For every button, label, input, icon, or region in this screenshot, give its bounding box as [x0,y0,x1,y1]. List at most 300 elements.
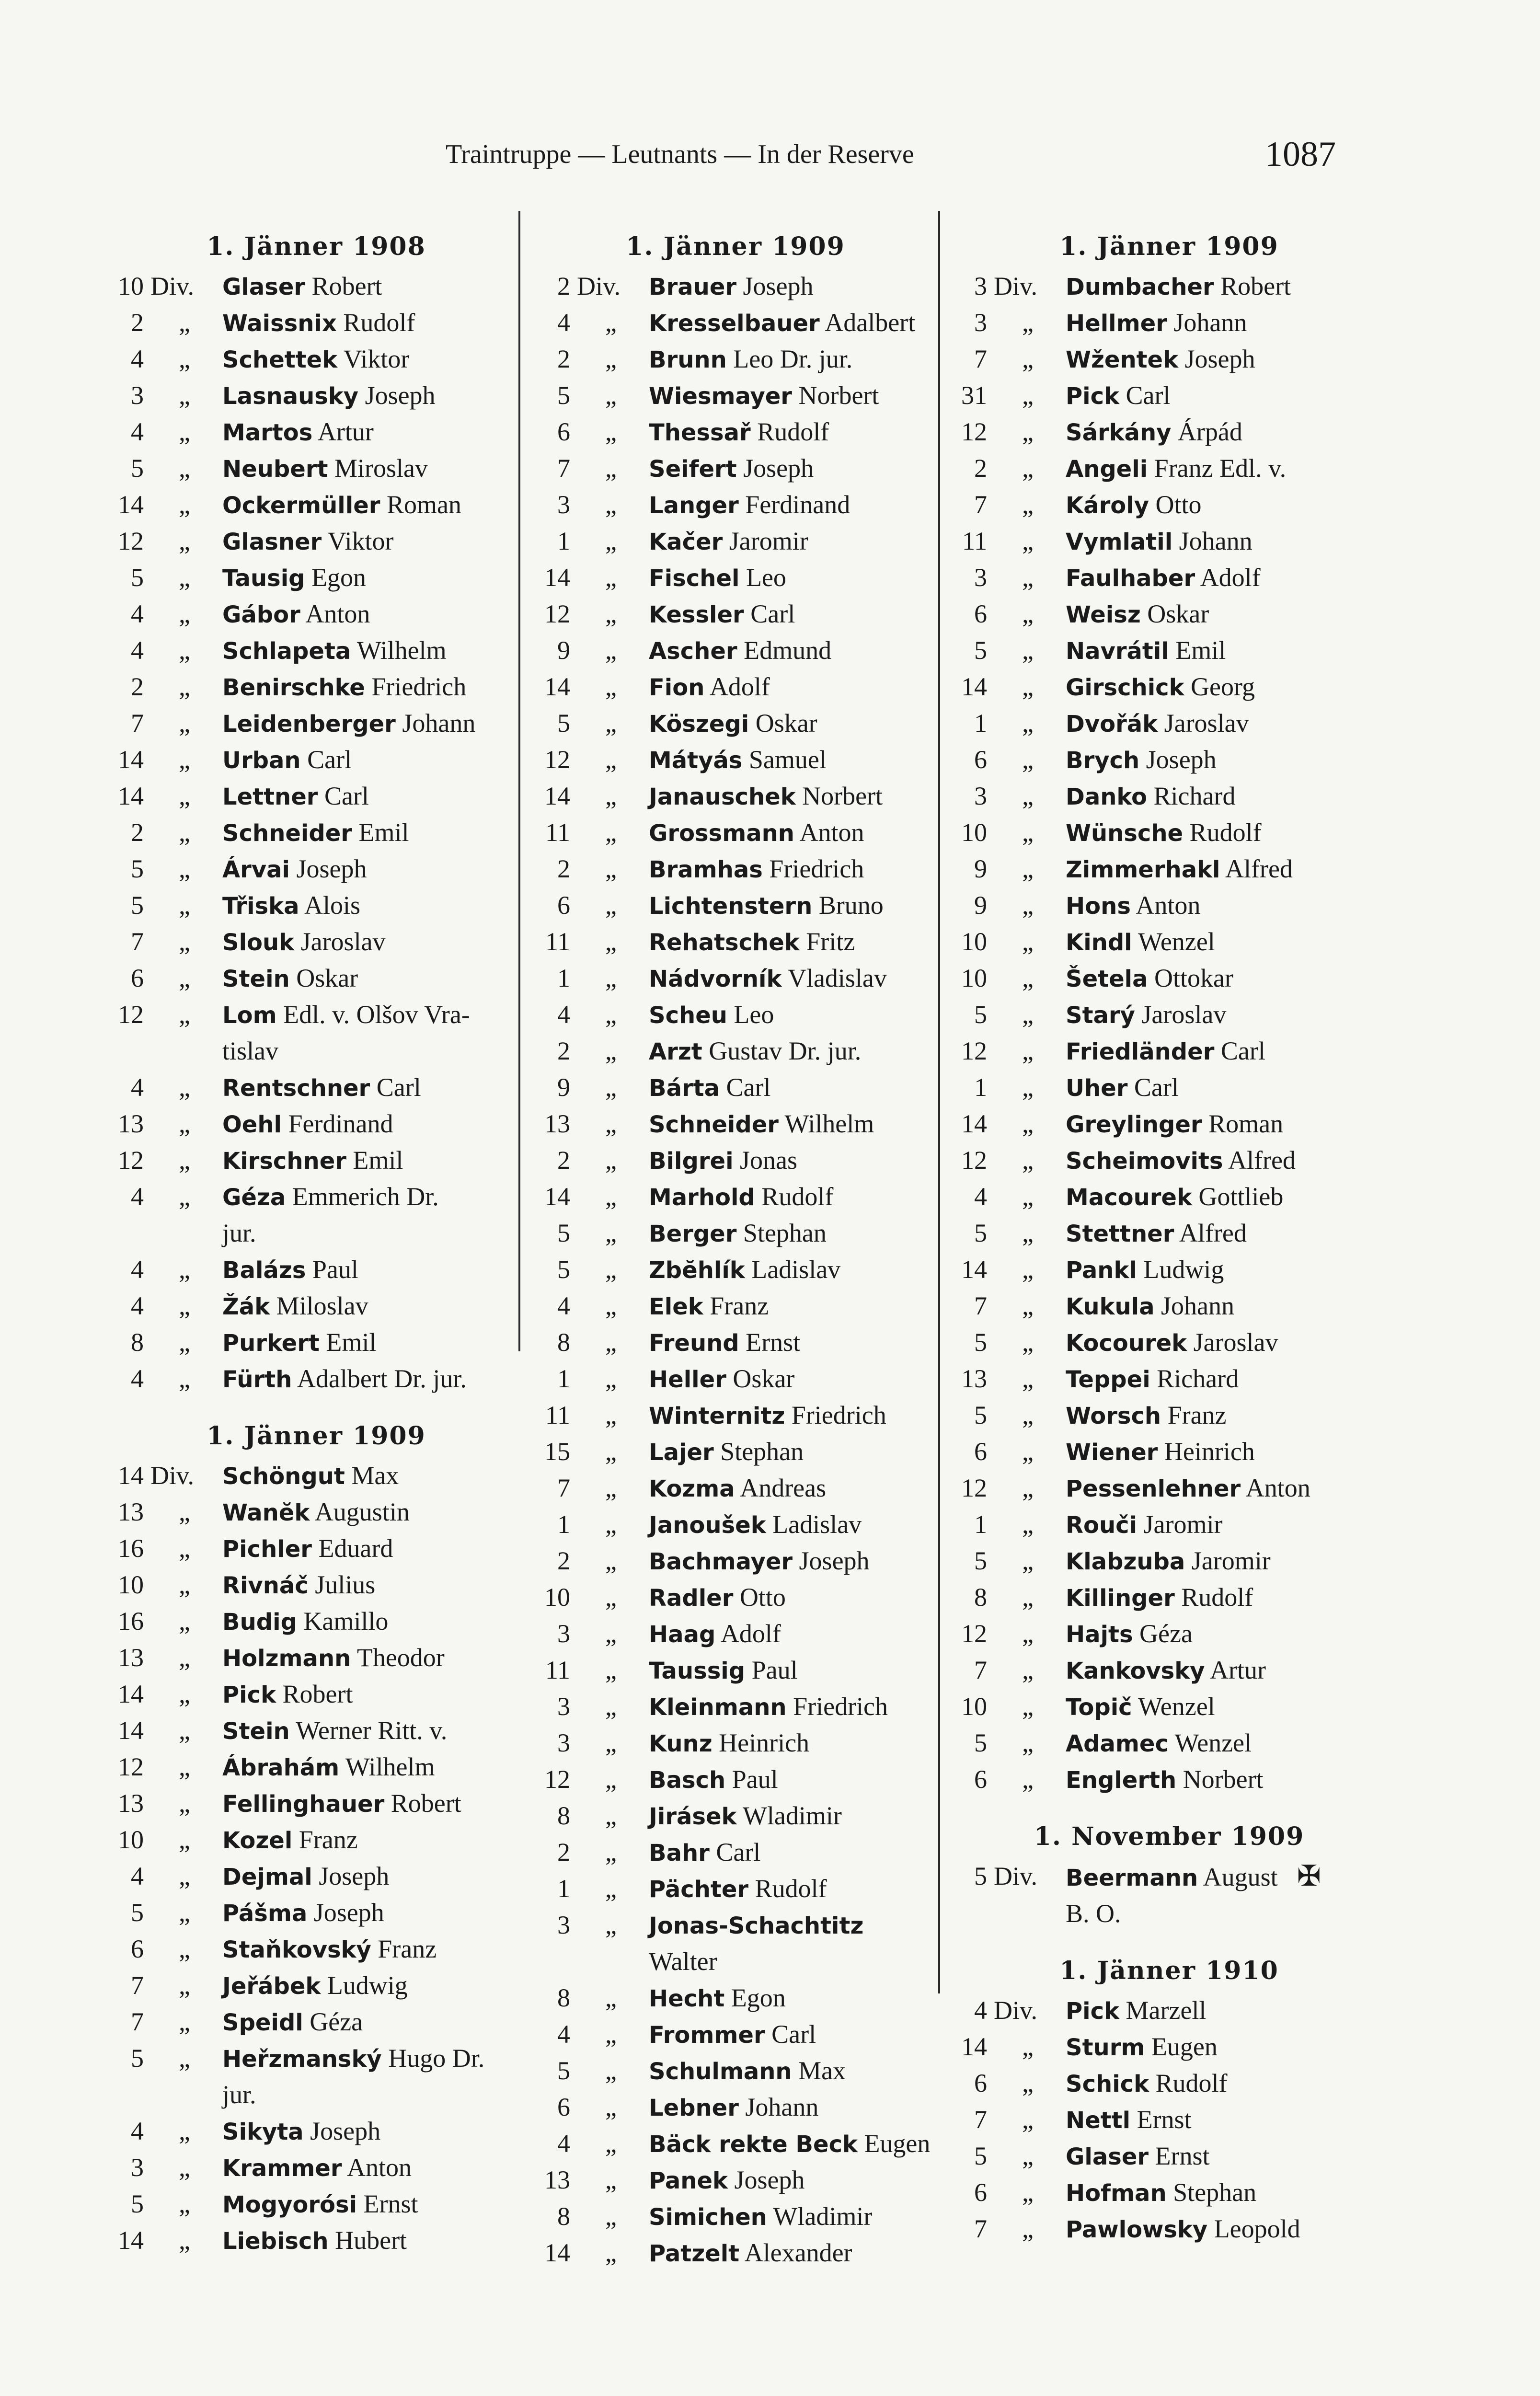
division-label: „ [605,1765,617,1794]
division-label: „ [179,599,190,628]
division-number: 4 [131,636,144,665]
division-number: 3 [974,563,987,592]
division-number: 10 [961,818,987,847]
division-number: 14 [118,490,144,519]
division-number: 4 [131,2117,144,2145]
surname: Rivnáč [222,1572,309,1599]
given-name: Robert [1220,272,1291,300]
division-number: 7 [974,345,987,373]
list-item [110,523,522,560]
surname: Pächter [649,1876,749,1903]
division-number: 6 [974,599,987,628]
officer-name [649,523,934,560]
officer-name [649,1325,934,1361]
officer-name [649,1543,934,1579]
officer-name [1066,1288,1385,1325]
list-item [110,633,522,669]
division-label: „ [605,1911,617,1939]
division-number: 1 [557,527,570,555]
given-name: Norbert [798,381,879,410]
division-number: 7 [974,1656,987,1684]
list-item [537,378,934,414]
surname: Lasnausky [222,383,359,410]
list-item [110,305,522,341]
division-number: 12 [961,417,987,446]
list-item [110,742,522,778]
officer-name [222,669,522,705]
given-name: Carl [771,2020,816,2049]
list-item [110,705,522,742]
division-number: 10 [118,272,144,300]
given-name: Anton [305,599,370,628]
list-item [110,1749,522,1785]
surname: Géza [222,1184,286,1211]
surname: Basch [649,1767,726,1794]
officer-name [649,1798,934,1834]
section-heading: 1. November 1909 [1034,1822,1305,1851]
surname: Berger [649,1221,737,1247]
given-name: Géza [1139,1619,1193,1648]
list-item [954,705,1385,742]
division-label: „ [1022,1474,1034,1502]
list-item [954,560,1385,596]
surname: Třiska [222,893,299,920]
surname: Taussig [649,1658,746,1684]
surname: Glaser [222,274,306,300]
list-item [537,1288,934,1325]
list-item [954,742,1385,778]
division-label: „ [179,1935,190,1963]
list-item [954,815,1385,851]
given-name: Oskar [733,1364,795,1393]
division-number: 6 [557,2093,570,2121]
division-label: „ [1022,1656,1034,1684]
division-number: 10 [118,1825,144,1854]
list-item [110,1179,522,1215]
surname: Langer [649,492,739,519]
given-name: Ladislav [772,1510,862,1539]
officer-name [649,1070,934,1106]
division-label: „ [179,672,190,701]
division-label: „ [1022,854,1034,883]
division-number: 10 [544,1583,570,1612]
division-number: 14 [118,782,144,810]
division-number: 5 [974,1219,987,1247]
officer-name [1066,487,1385,523]
division-number: 13 [118,1498,144,1526]
surname: Faulhaber [1066,565,1195,592]
given-name: Alois [304,891,361,920]
officer-name [1066,924,1385,960]
list-item [110,1822,522,1858]
division-number: 13 [118,1789,144,1818]
surname: Liebisch [222,2228,329,2255]
division-number: 2 [557,1546,570,1575]
division-number: 14 [118,745,144,774]
division-number: 2 [557,345,570,373]
officer-name [222,1676,522,1713]
officer-name [1066,1652,1385,1689]
list-item [954,778,1385,815]
officer-name [222,560,522,596]
division-label: Div. [994,1862,1037,1890]
officer-name [222,2077,522,2113]
surname: Urban [222,747,301,774]
officer-name [1066,596,1385,633]
division-label: „ [1022,672,1034,701]
division-number: 2 [557,1838,570,1866]
officer-name [649,2126,934,2162]
division-label: „ [1022,2069,1034,2097]
division-number: 13 [118,1109,144,1138]
surname: Waissnix [222,310,337,337]
list-item [537,2235,934,2271]
division-label: „ [179,417,190,446]
division-label: „ [605,1983,617,2012]
division-label: „ [1022,1146,1034,1175]
division-number: 7 [131,709,144,737]
division-number: 2 [557,1037,570,1065]
list-item [110,2077,522,2113]
division-number: 7 [974,1291,987,1320]
division-number: 9 [557,636,570,665]
officer-name [1066,450,1385,487]
division-label: „ [605,1728,617,1757]
given-name: Paul [751,1656,798,1684]
surname: Dumbacher [1066,274,1214,300]
division-number: 6 [557,417,570,446]
given-name: Joseph [1184,345,1255,373]
division-number: 16 [118,1534,144,1563]
division-number: 12 [961,1474,987,1502]
given-name: Joseph [799,1546,870,1575]
list-item [954,1652,1385,1689]
officer-name [222,1361,522,1397]
surname: Nádvorník [649,966,782,992]
given-name: Hubert [335,2226,407,2255]
list-item [110,851,522,887]
given-name: Egon [731,1983,786,2012]
list-item [954,1397,1385,1434]
division-label: „ [179,818,190,847]
list-item [537,1652,934,1689]
surname: Ascher [649,638,737,665]
given-name: Leo [734,1000,774,1029]
division-label: „ [605,2202,617,2231]
list-item [110,378,522,414]
officer-name [222,815,522,851]
list-item [954,305,1385,341]
surname: Uher [1066,1075,1128,1102]
list-item [110,560,522,596]
surname: Martos [222,419,313,446]
division-label: „ [1022,1692,1034,1721]
given-name: Rudolf [343,308,415,337]
given-name: Carl [1126,381,1171,410]
list-item [537,1252,934,1288]
given-name: Franz [299,1825,358,1854]
surname: Simichen [649,2204,767,2231]
list-item [954,2138,1385,2175]
division-label: „ [1022,709,1034,737]
section-heading: 1. Jänner 1909 [1059,232,1279,261]
surname: Teppei [1066,1366,1150,1393]
division-label: „ [1022,599,1034,628]
division-label: „ [1022,1182,1034,1211]
officer-name [222,1179,522,1215]
given-name: Ludwig [327,1971,408,2000]
list-item [537,2089,934,2126]
division-number: 5 [974,1862,987,1890]
list-item [537,778,934,815]
officer-name [649,1871,934,1907]
surname: Thessař [649,419,751,446]
surname: Panek [649,2167,728,2194]
list-item [537,523,934,560]
division-label: „ [179,1607,190,1636]
surname: Wiener [1066,1439,1158,1466]
officer-name [222,2040,522,2077]
surname: Scheu [649,1002,727,1029]
division-label: „ [605,636,617,665]
division-label: „ [1022,2105,1034,2134]
officer-name [222,1785,522,1822]
list-item [954,1070,1385,1106]
division-label: „ [1022,1037,1034,1065]
division-number: 3 [557,490,570,519]
given-name: Anton [347,2153,412,2182]
surname: Mogyorósi [222,2191,357,2218]
division-label: „ [1022,1000,1034,1029]
list-item [537,2016,934,2053]
given-name: Friedrich [769,854,864,883]
division-label: „ [179,1146,190,1175]
surname: Stein [222,966,290,992]
division-label: „ [179,1898,190,1927]
division-number: 14 [544,782,570,810]
surname: Wünsche [1066,820,1184,847]
list-item [110,1531,522,1567]
division-label: „ [179,745,190,774]
list-item [110,1640,522,1676]
division-label: „ [605,854,617,883]
surname: Dejmal [222,1864,312,1890]
list-item [954,1543,1385,1579]
surname: Patzelt [649,2240,740,2267]
surname: Wiesmayer [649,383,792,410]
division-label: „ [179,1825,190,1854]
surname: Köszegi [649,711,749,737]
division-label: „ [605,1583,617,1612]
division-label: „ [605,490,617,519]
list-item [954,268,1385,305]
list-item [537,487,934,523]
surname: Starý [1066,1002,1135,1029]
given-name: Franz Edl. v. [1154,454,1287,483]
surname: Freund [649,1330,739,1357]
list-item [110,1288,522,1325]
given-name: Gustav Dr. jur. [709,1037,862,1065]
given-name: Johann [1161,1291,1234,1320]
surname: Stein [222,1718,290,1745]
surname: Hons [1066,893,1131,920]
decoration-cross-icon: ✠ [1297,1860,1321,1892]
officer-name [649,1179,934,1215]
division-number: 13 [544,1109,570,1138]
surname: Árvai [222,856,290,883]
officer-name [649,1579,934,1616]
division-label: „ [605,599,617,628]
given-name: Joseph [1146,745,1217,774]
list-item [954,1434,1385,1470]
division-label: Div. [150,272,194,300]
division-number: 2 [557,854,570,883]
division-label: „ [605,1364,617,1393]
division-number: 2 [131,818,144,847]
officer-name [222,1142,522,1179]
division-label: „ [179,854,190,883]
list-item [110,1215,522,1252]
officer-name [649,1907,934,1944]
given-name: Artur [317,417,374,446]
division-number: 4 [131,1255,144,1284]
given-name: Samuel [748,745,827,774]
given-name: Stephan [743,1219,827,1247]
given-name: Eugen [864,2129,931,2158]
surname: Fischel [649,565,740,592]
surname: Rehatschek [649,929,800,956]
list-item [954,2102,1385,2138]
given-name: Augustin [314,1498,410,1526]
division-number: 14 [118,2226,144,2255]
officer-name [1066,887,1385,924]
given-name: Fritz [806,927,855,956]
division-number: 7 [557,1474,570,1502]
given-name: Joseph [310,2117,381,2145]
division-label: „ [179,563,190,592]
division-number: 1 [557,964,570,992]
section-heading: 1. Jänner 1910 [1059,1956,1279,1985]
division-number: 12 [544,599,570,628]
division-label: „ [1022,345,1034,373]
division-number: 11 [545,818,570,847]
division-number: 4 [131,345,144,373]
division-number: 5 [131,854,144,883]
list-item [537,1907,934,1944]
list-item [110,268,522,305]
given-name: Ernst [1155,2142,1210,2170]
section-heading: 1. Jänner 1908 [207,232,426,261]
division-label: Div. [994,1996,1037,2025]
division-label: „ [179,490,190,519]
division-number: 10 [961,1692,987,1721]
division-label: „ [605,1874,617,1903]
given-name: Franz [1167,1401,1227,1429]
division-number: 14 [118,1716,144,1745]
surname: Pášma [222,1900,308,1927]
division-number: 12 [118,1000,144,1029]
given-name: Vladislav [787,964,887,992]
list-item [954,2211,1385,2247]
officer-name [1066,305,1385,341]
division-label: „ [1022,2214,1034,2243]
officer-name [1066,1106,1385,1142]
surname: Kindl [1066,929,1132,956]
given-name: Egon [311,563,366,592]
list-item [954,1993,1385,2029]
division-number: 7 [974,2105,987,2134]
surname: Greylinger [1066,1111,1202,1138]
given-name: Rudolf [1181,1583,1253,1612]
list-item [954,596,1385,633]
surname: Schlapeta [222,638,351,665]
given-name: Emil [326,1328,377,1357]
surname: Gábor [222,601,300,628]
division-label: „ [1022,2178,1034,2207]
officer-name [1066,1858,1385,1896]
given-name: Jaroslav [300,927,386,956]
given-name: Leo Dr. jur. [733,345,853,373]
given-name: Anton [799,818,864,847]
given-name: Bruno [818,891,884,920]
division-label: „ [605,1291,617,1320]
division-number: 3 [557,1728,570,1757]
list-item [537,450,934,487]
officer-name [222,305,522,341]
surname: Jonas-Schachtitz [649,1912,864,1939]
officer-name [649,1142,934,1179]
list-item [954,1361,1385,1397]
surname: Balázs [222,1257,306,1284]
division-label: Div. [994,272,1037,300]
list-item [537,1543,934,1579]
officer-name [649,778,934,815]
division-number: 4 [131,1862,144,1890]
list-item [954,1725,1385,1762]
division-label: „ [1022,1437,1034,1466]
division-number: 11 [545,927,570,956]
given-name: Wilhelm [356,636,447,665]
division-label: „ [1022,1583,1034,1612]
list-item [110,414,522,450]
list-item [110,887,522,924]
list-item [537,1106,934,1142]
column-3 [954,225,1385,2247]
division-label: „ [179,1073,190,1102]
division-label: „ [605,563,617,592]
surname: Adamec [1066,1730,1169,1757]
officer-name [1066,669,1385,705]
division-number: 6 [131,1935,144,1963]
surname: Schettek [222,346,338,373]
given-name: Wenzel [1138,1692,1215,1721]
list-item [954,1215,1385,1252]
given-name: Ernst [1137,2105,1192,2134]
division-label: „ [605,964,617,992]
division-label: Div. [150,1461,194,1490]
surname: Bäck rekte Beck [649,2131,858,2158]
division-number: 4 [131,1073,144,1102]
division-number: 5 [557,2056,570,2085]
surname: Seifert [649,456,737,483]
given-name: Ludwig [1143,1255,1224,1284]
officer-name [649,742,934,778]
list-item [954,1858,1385,1896]
list-item [110,924,522,960]
list-item [110,1252,522,1288]
division-number: 4 [131,417,144,446]
division-label: „ [179,1291,190,1320]
